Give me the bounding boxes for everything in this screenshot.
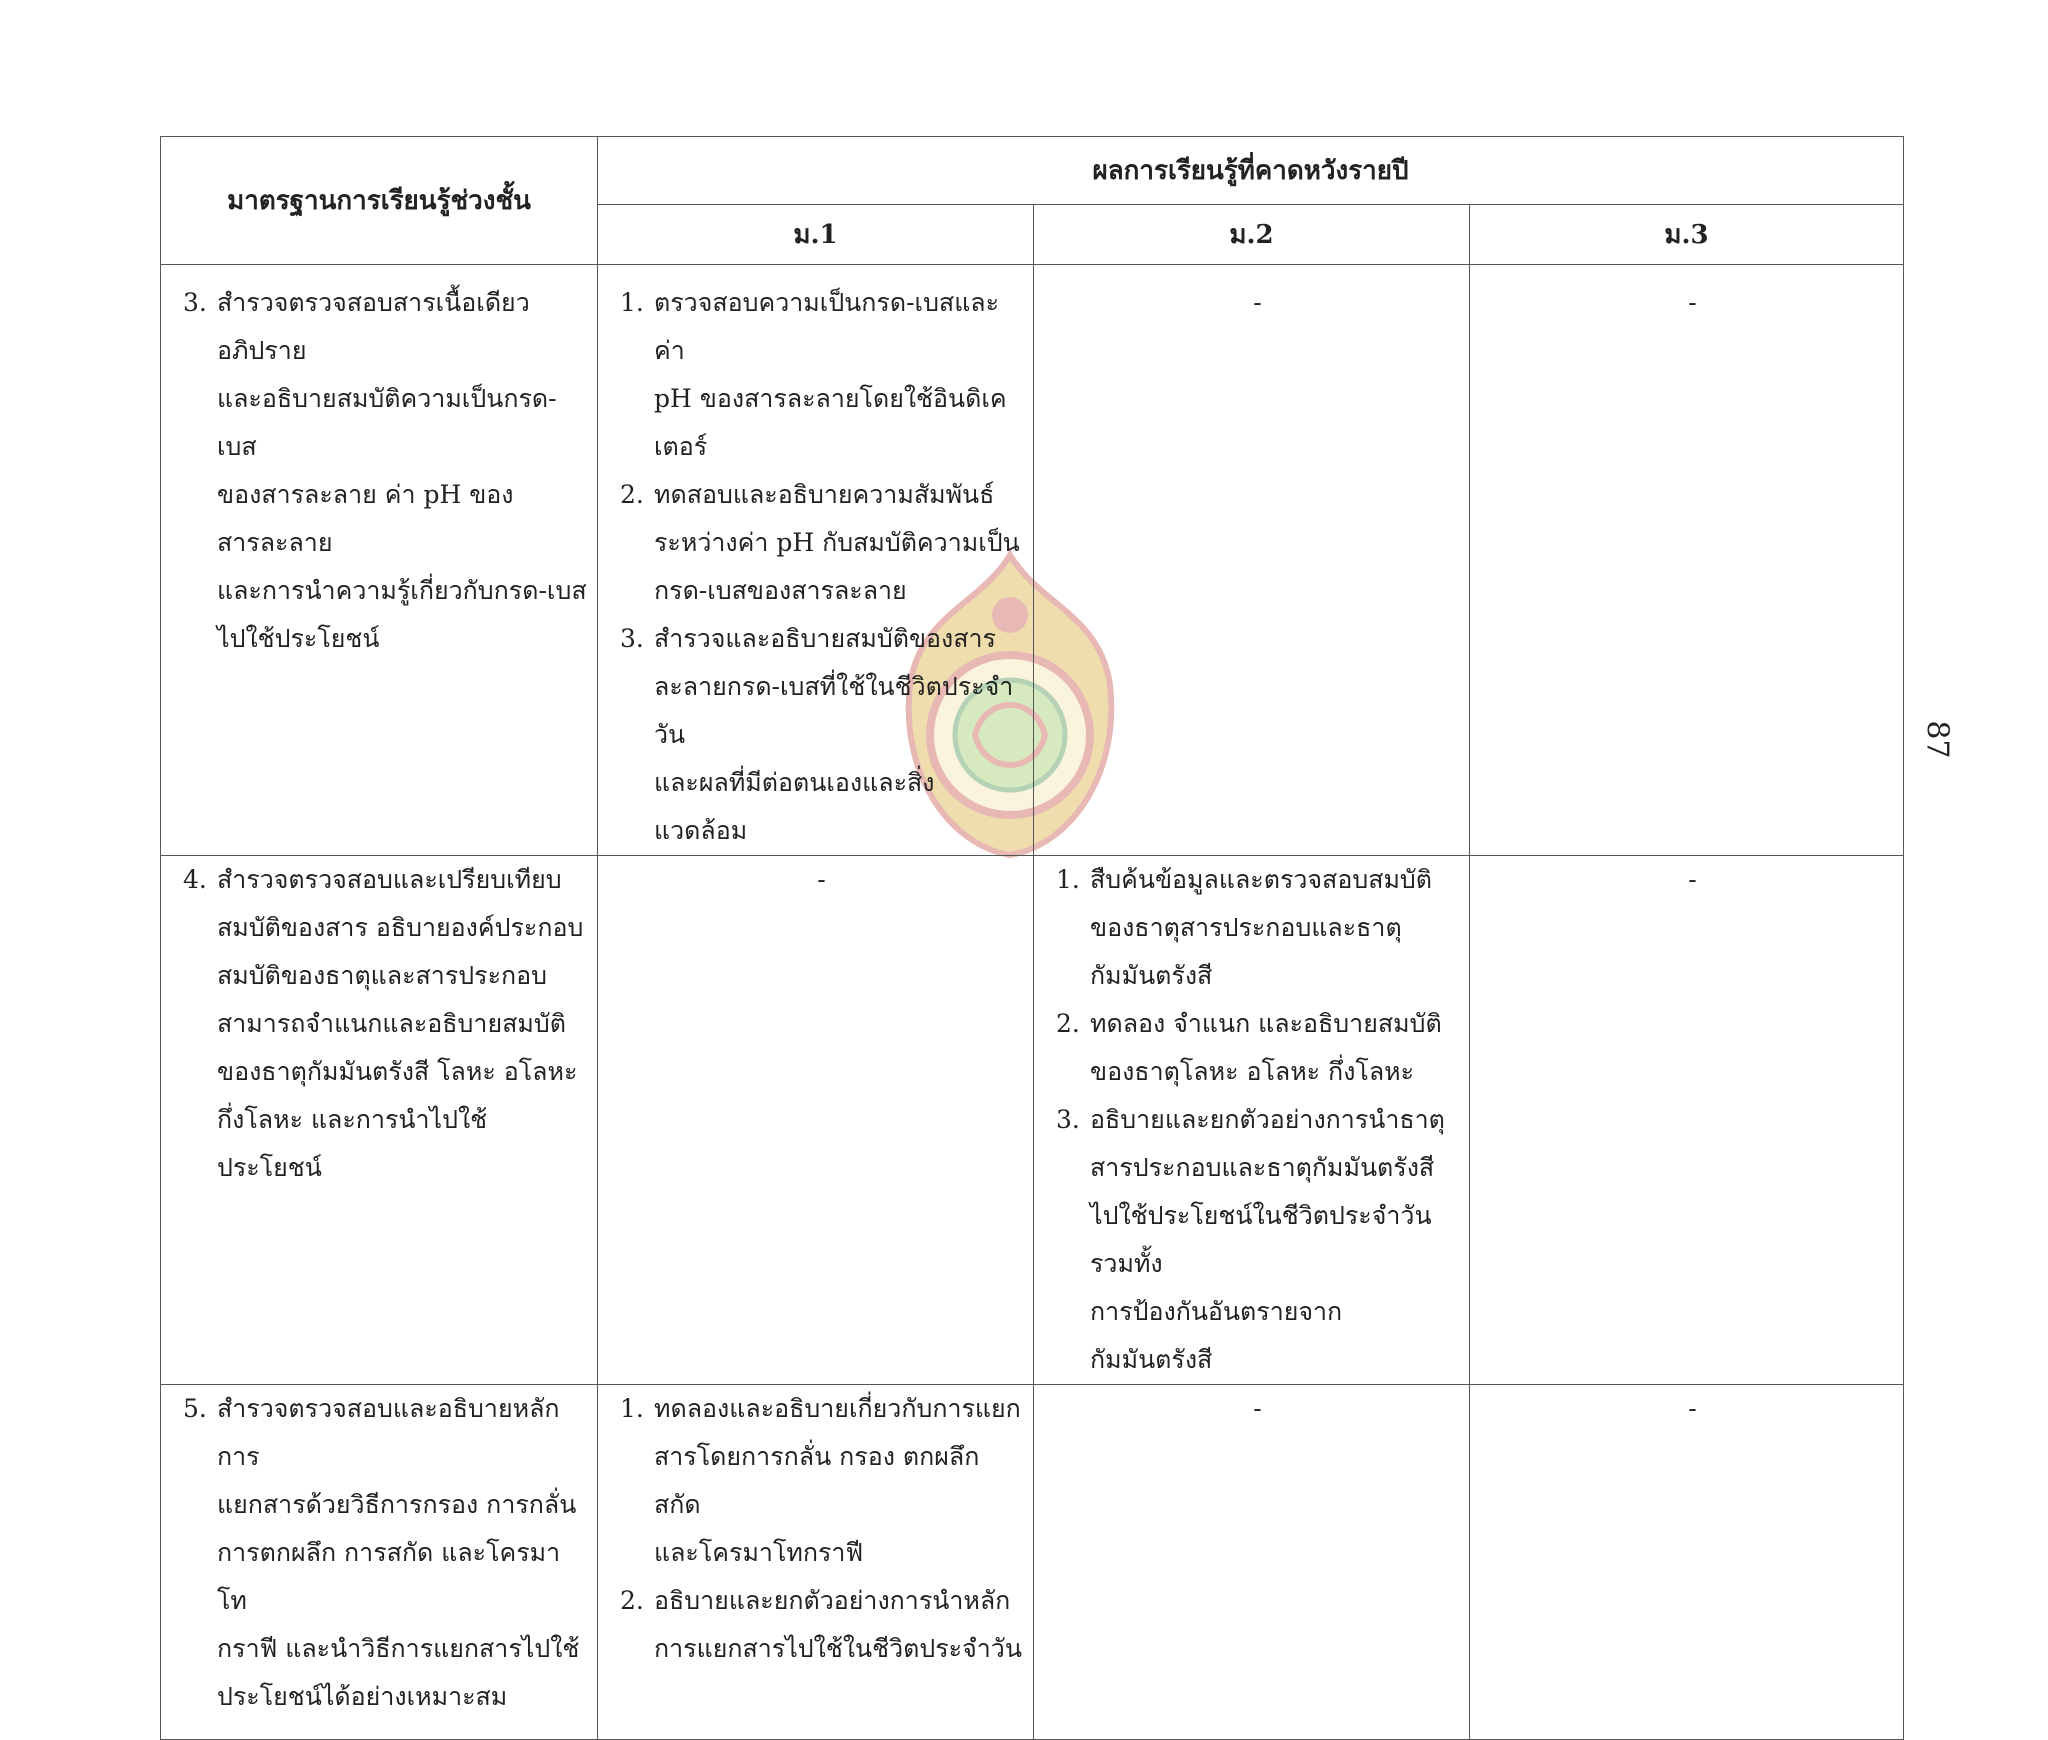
m1-outcomes-cell: - (598, 856, 1034, 1385)
standard-column-header: มาตรฐานการเรียนรู้ช่วงชั้น (161, 137, 598, 265)
standard-cell: 5. สำรวจตรวจสอบและอธิบายหลักการ แยกสารด้วยวิธีการกรอง การกลั่น การตกผลึก การสกัด และโครมาโท กราฟี และนำวิธีการแยกสารไปใช้ ประโยชน์ได้อย่างเหมาะสม (161, 1385, 598, 1740)
grade-header-m3: ม.3 (1470, 204, 1904, 264)
learning-standards-table (160, 136, 1904, 1740)
m2-outcomes-cell: 1. สืบค้นข้อมูลและตรวจสอบสมบัติ ของธาตุสารประกอบและธาตุ กัมมันตรังสี 2. ทดลอง จำแนก และอธิบายสมบัติ ของธาตุโลหะ อโลหะ กึ่งโลหะ 3. อธิบายและยกตัวอย่างการนำธาตุ สารประกอบและธาตุกัมมันตรังสี ไปใช้ประโยชน์ในชีวิตประจำวัน รวมทั้ง การป้องกันอันตรายจากกัมมันตรังสี (1034, 856, 1470, 1385)
table-row (161, 856, 1904, 1385)
m1-outcomes-cell: 1. ตรวจสอบความเป็นกรด-เบสและค่า pH ของสารละลายโดยใช้อินดิเคเตอร์ 2. ทดสอบและอธิบายความสัมพันธ์ ระหว่างค่า pH กับสมบัติความเป็น กรด-เบสของสารละลาย 3. สำรวจและอธิบายสมบัติของสาร ละลายกรด-เบสที่ใช้ในชีวิตประจำวัน และผลที่มีต่อตนเองและสิ่งแวดล้อม (598, 265, 1034, 856)
m3-outcomes-cell: - (1470, 856, 1904, 1385)
grade-header-m2: ม.2 (1034, 204, 1470, 264)
standard-cell: 4. สำรวจตรวจสอบและเปรียบเทียบ สมบัติของสาร อธิบายองค์ประกอบ สมบัติของธาตุและสารประกอบ สามารถจำแนกและอธิบายสมบัติ ของธาตุกัมมันตรังสี โลหะ อโลหะ กึ่งโลหะ และการนำไปใช้ประโยชน์ (161, 856, 598, 1385)
m3-outcomes-cell: - (1470, 265, 1904, 856)
page-number: 87 (1919, 720, 1955, 759)
m2-outcomes-cell: - (1034, 265, 1470, 856)
grade-header-m1: ม.1 (598, 204, 1034, 264)
table-row (161, 265, 1904, 856)
m1-outcomes-cell: 1. ทดลองและอธิบายเกี่ยวกับการแยก สารโดยการกลั่น กรอง ตกผลึก สกัด และโครมาโทกราฟี 2. อธิบายและยกตัวอย่างการนำหลัก การแยกสารไปใช้ในชีวิตประจำวัน (598, 1385, 1034, 1740)
table-row (161, 1385, 1904, 1740)
m2-outcomes-cell: - (1034, 1385, 1470, 1740)
outcomes-column-header: ผลการเรียนรู้ที่คาดหวังรายปี (598, 137, 1904, 205)
standard-cell: 3. สำรวจตรวจสอบสารเนื้อเดียว อภิปราย และอธิบายสมบัติความเป็นกรด-เบส ของสารละลาย ค่า pH ของสารละลาย และการนำความรู้เกี่ยวกับกรด-เบส ไปใช้ประโยชน์ (161, 265, 598, 856)
m3-outcomes-cell: - (1470, 1385, 1904, 1740)
